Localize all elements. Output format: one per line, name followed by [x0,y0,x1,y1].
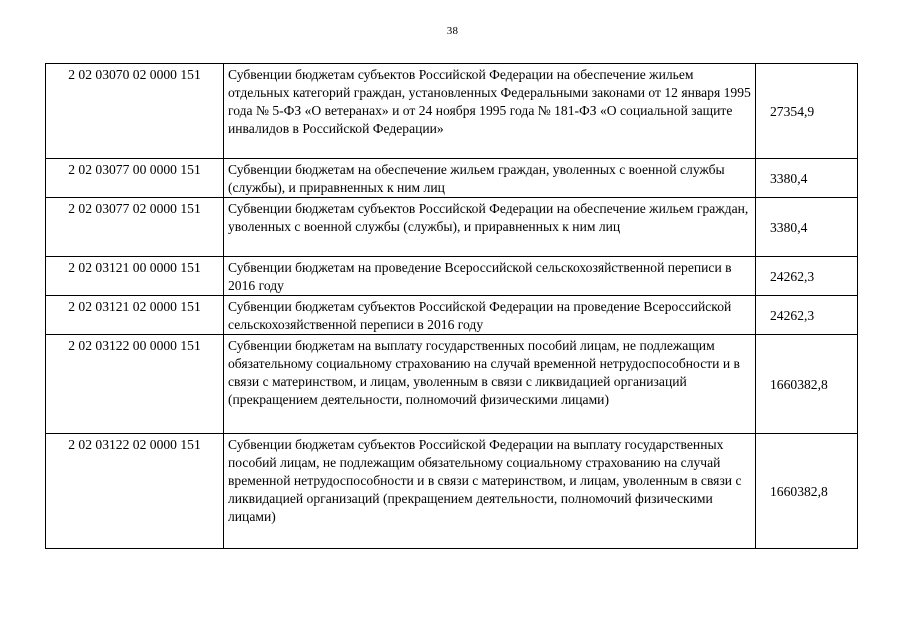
budget-code-cell: 2 02 03122 00 0000 151 [46,335,224,434]
amount-cell: 1660382,8 [756,434,858,549]
description-cell: Субвенции бюджетам на проведение Всероссийской сельскохозяйственной переписи в 2016 году [224,257,756,296]
table-row [46,198,858,257]
description-cell: Субвенции бюджетам субъектов Российской Федерации на проведение Всероссийской сельскохозяйственной переписи в 2016 году [224,296,756,335]
description-cell: Субвенции бюджетам на выплату государственных пособий лицам, не подлежащим обязательному социальному страхованию на случай временной нетрудоспособности и в связи с материнством, и лицам, уволенным в связи с ликвидацией организаций (прекращением деятельности, полномочий физическими лицами) [224,335,756,434]
amount-cell: 24262,3 [756,296,858,335]
table-row [46,434,858,549]
amount-cell: 3380,4 [756,159,858,198]
amount-cell: 1660382,8 [756,335,858,434]
amount-cell: 27354,9 [756,64,858,159]
amount-cell: 24262,3 [756,257,858,296]
table-row [46,296,858,335]
description-cell: Субвенции бюджетам на обеспечение жильем граждан, уволенных с военной службы (службы), и приравненных к ним лиц [224,159,756,198]
amount-cell: 3380,4 [756,198,858,257]
budget-code-cell: 2 02 03077 02 0000 151 [46,198,224,257]
budget-code-cell: 2 02 03122 02 0000 151 [46,434,224,549]
budget-code-cell: 2 02 03121 00 0000 151 [46,257,224,296]
table-row [46,159,858,198]
budget-revenue-table [45,63,858,549]
budget-code-cell: 2 02 03121 02 0000 151 [46,296,224,335]
table-row [46,64,858,159]
description-cell: Субвенции бюджетам субъектов Российской Федерации на выплату государственных пособий лицам, не подлежащим обязательному социальному страхованию на случай временной нетрудоспособности и в связи с материнством, и лицам, уволенным в связи с ликвидацией организаций (прекращением деятельности, полномочий физическими лицами) [224,434,756,549]
page-number: 38 [446,25,459,37]
description-cell: Субвенции бюджетам субъектов Российской Федерации на обеспечение жильем отдельных категорий граждан, установленных Федеральными законами от 12 января 1995 года № 5-ФЗ «О ветеранах» и от 24 ноября 1995 года № 181-ФЗ «О социальной защите инвалидов в Российской Федерации» [224,64,756,159]
description-cell: Субвенции бюджетам субъектов Российской Федерации на обеспечение жильем граждан, уволенных с военной службы (службы), и приравненных к ним лиц [224,198,756,257]
table-row [46,335,858,434]
table-row [46,257,858,296]
budget-code-cell: 2 02 03070 02 0000 151 [46,64,224,159]
budget-code-cell: 2 02 03077 00 0000 151 [46,159,224,198]
